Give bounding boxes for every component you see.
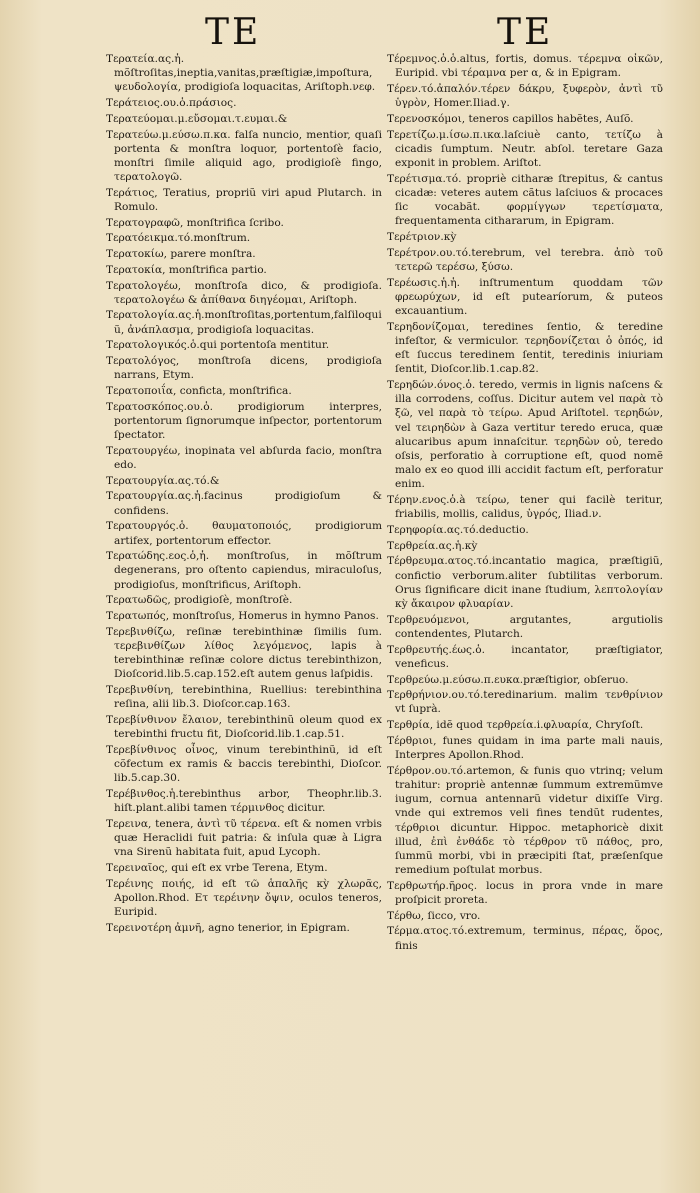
dictionary-entry: Τερέτρον.ου.τό.terebrum, vel terebra. ἀπὸ τοῦ τετερῶ τερέσω, ξύσω. (387, 246, 663, 273)
dictionary-entry: Τερθρήνιον.ου.τό.teredinarium. malim τενθρίνιον vt ſuprà. (387, 689, 663, 716)
dictionary-entry: Τερηδονίζομαι, teredines ſentio, & teredine infeſtor, & vermiculor. τερηδονίζεται ὁ ὀπός, id eſt ſuccus teredinem ſentit, teredinis iniuriam ſentit, Dioſcor.lib.1.cap.82. (387, 320, 663, 376)
dictionary-entry: Τερατολόγος, monſtroſa dicens, prodigioſa narrans, Etym. (106, 355, 382, 382)
dictionary-entry: Τερεβίνθινος οἶνος, vinum terebinthinũ, id eſt cõfectum ex ramis & baccis terebinthi, Dioſcor. lib.5.cap.30. (106, 743, 382, 785)
dictionary-entry: Τερηδών.όνος.ὁ. teredo, vermis in lignis naſcens & illa corrodens, coſſus. Dicitur autem vel παρὰ τὸ ξῶ, vel παρὰ τὸ τείρω. Apud Ariſtotel. τερηδών, vel τειρηδὼν à Gaza vertitur teredo eruca, quæ alucaribus apum innaſcitur. τερηδὼν οὐ, teredo oſsis, perforatio à corruptione eſt, quod nomẽ malo ex eo quod illi accidit factum eſt, perforatur enim. (387, 378, 663, 491)
dictionary-entry: Τερθρευόμενοι, argutantes, argutiolis contendentes, Plutarch. (387, 613, 663, 640)
dictionary-entry: Τερηφορία.ας.τό.deductio. (387, 524, 529, 536)
dictionary-entry: Τέρμα.ατος.τό.extremum, terminus, πέρας, ὅρος, finis (387, 925, 663, 952)
dictionary-entry: Τερενοσκόμοι, teneros capillos habẽtes, Auſõ. (387, 112, 634, 125)
dictionary-entry: Τερέωσις.ἡ.ἡ. inſtrumentum quoddam τῶν φρεωρύχων, id eſt putearíorum, & puteos excauantium. (387, 276, 663, 317)
dictionary-entry: Τερατοκία, monſtrifica partio. (106, 263, 267, 276)
dictionary-entry: Τερθρία, idẽ quod τερθρεία.i.φλυαρία, Chryſoſt. (387, 719, 644, 732)
dictionary-entry: Τέρθριοι, funes quidam in ima parte mali nauis, Interpres Apollon.Rhod. (387, 734, 663, 762)
dictionary-entry: Τερέινης ποιής, id eſt τῶ ἁπαλῆς κỳ χλωρᾶς, Apollon.Rhod. Ετ τερέινην ὄψιν, oculos teneros, Euripid. (106, 877, 382, 919)
dictionary-entry: Τερεινα, tenera, ἀντὶ τῦ τέρενα. eſt & nomen vrbis quæ Heraclidi fuit patria: & inſula quæ à Ligra vna Sirenũ habitata fuit, apud Lycoph. (106, 817, 382, 859)
dictionary-entry: Τερειναῖος, qui eſt ex vrbe Terena, Etym. (106, 861, 328, 874)
dictionary-entry: Τέρεμνος.ὁ.ὁ.altus, fortis, domus. τέρεμνα οἰκῶν, Euripid. vbi τέραμνα per α, & in Epigram. (387, 53, 663, 80)
dictionary-entry: Τερετίζω.μ.ίσω.π.ικα.laſciuè canto, τετίζω à cicadis ſumptum. Neutr. abſol. teretare Gaza exponit in problem. Ariſtot. (387, 128, 663, 169)
dictionary-entry: Τέρεν.τό.ἀπαλόν.τέρεν δάκρυ, ξυφερὸν, ἀντὶ τῦ ὑγρὸν, Homer.Iliad.γ. (387, 82, 663, 110)
dictionary-entry: Τερεινοτέρη ἀμνῆ, agno tenerior, in Epigram. (106, 921, 350, 934)
dictionary-entry: Τερθρωτήρ.ῆρος. locus in prora vnde in mare proſpicit proreta. (387, 879, 663, 907)
dictionary-entry: Τερθρευτής.έως.ὁ. incantator, præſtigiator, veneficus. (387, 643, 663, 670)
dictionary-entry: Τερατώδης.εος.ὁ,ἡ. monſtroſus, in mõſtrum degenerans, pro oſtento capiendus, miraculoſus, prodigioſus, monſtrificus, Ariſtoph. (106, 550, 382, 591)
dictionary-entry: Τέρην.ενος.ὁ.à τείρω, tener qui facilè teritur, friabilis, mollis, calidus, ὑγρός, Iliad.ν. (387, 494, 663, 521)
dictionary-entry: Τερέτριον.κỳ (387, 230, 457, 243)
dictionary-entry: Τερατουργία.ας.ἡ.facinus prodigioſum & confidens. (106, 490, 382, 517)
dictionary-entry: Τερατεύομαι.μ.εὔσομαι.τ.ευμαι.& (106, 112, 288, 125)
dictionary-entry: Τερατουργία.ας.τό.& (106, 474, 220, 487)
dictionary-entry: Τερατολογικός.ὁ.qui portentoſa mentitur. (106, 339, 330, 352)
dictionary-entry: Τερατοποιΐα, conficta, monſtrifica. (106, 384, 292, 397)
dictionary-entry: Τεράτειος.ου.ὁ.πράσιος. (106, 97, 237, 110)
dictionary-entry: Τερατοσκόπος.ου.ὁ. prodigiorum interpres, portentorum ſignorumque inſpector, portentorum ſpectator. (106, 400, 382, 442)
running-head-right: TE (497, 12, 554, 53)
dictionary-entry: Τερεβίνθινον ἔλαιον, terebinthinũ oleum quod ex terebinthi fructu fit, Dioſcorid.lib.1.cap.51. (106, 713, 382, 741)
dictionary-entry: Τερέτισμα.τό. propriè citharæ ſtrepitus, & cantus cicadæ: veteres autem cãtus laſciuos & procaces ſic vocabãt. φορμίγγων τερετίσματα, frequentamenta cithararum, in Epigram. (387, 172, 663, 228)
dictionary-entry: Τερατεία.ας.ἡ. mõſtroſitas,ineptia,vanitas,præſtigiæ,impoſtura, ψευδολογία, prodigioſa loquacitas, Ariſtoph.νεφ. (106, 53, 376, 94)
running-head-left: TE (205, 12, 262, 53)
dictionary-entry: Τερατολογία.ας.ἡ.monſtroſitas,portentum,falſiloquiũ, ἀνάπλασμα, prodigioſa loquacitas. (106, 309, 382, 336)
dictionary-entry: Τέρθρον.ου.τό.artemon, & funis quo vtrinq; velum trahitur: propriè antennæ ſummum extremũmve iugum, cornua antennarũ videtur dixiſſe Virg. vnde qui extremos veli fines tendũt rudentes, τέρθριοι dicuntur. Hippoc. metaphoricè dixit illud, ἐπὶ ἐνθάδε τὸ τέρθρον τῦ πάθος, pro, ſummũ morbi, vbi in præcipiti ſtat, præſenſque remedium poſtulat morbus. (387, 764, 663, 877)
dictionary-entry: Τέρθω, ſicco, vro. (387, 909, 481, 922)
dictionary-entry: Τερατόεικμα.τό.monſtrum. (106, 232, 251, 245)
dictionary-entry: Τερέβινθος.ἡ.terebinthus arbor, Theophr.lib.3. hiſt.plant.alibi tamen τέρμινθος dicitur. (106, 787, 382, 815)
dictionary-entry: Τερεβινθίζω, reſinæ terebinthinæ ſimilis ſum. τερεβινθίζων λίθος λεγόμενος, lapis à terebinthinæ reſinæ colore dictus terebinthizon, Dioſcorid.lib.5.cap.152.eſt autem genus laſpidis. (106, 625, 382, 681)
dictionary-entry: Τερατεύω.μ.εύσω.π.κα. falſa nuncio, mentior, quaſi portenta & monſtra loquor, portentoſè facio, monſtri ſimile aliquid ago, prodigioſè fingo, τερατολογῶ. (106, 128, 382, 184)
right-column (387, 52, 663, 954)
dictionary-entry: Τερατωπός, monſtroſus, Homerus in hymno Panos. (106, 610, 379, 623)
dictionary-entry: Τέρθρευμα.ατος.τό.incantatio magica, præſtigiũ, confictio verborum.aliter ſubtilitas verborum. Orus ſignificare dicit inane ſtudium, λεπτολογίαν κỳ ἄκαιρον φλυαρίαν. (387, 555, 663, 611)
dictionary-entry: Τερατουργός.ὁ. θαυματοποιός, prodigiorum artifex, portentorum effector. (106, 520, 382, 547)
dictionary-entry: Τερθρεία.ας.ἡ.κỳ (387, 539, 478, 552)
dictionary-entry: Τερατωδῶς, prodigioſè, monſtroſè. (106, 594, 293, 607)
dictionary-entry: Τερεβινθίνη, terebinthina, Ruellius: terebinthina reſina, alii lib.3. Dioſcor.cap.163. (106, 684, 382, 711)
dictionary-entry: Τερατολογέω, monſtroſa dico, & prodigioſa. τερατολογέω & ἀπίθανα διηγέομαι, Ariſtoph. (106, 279, 382, 306)
dictionary-entry: Τερατοκίω, parere monſtra. (106, 248, 256, 261)
left-column (106, 52, 382, 936)
dictionary-entry: Τερατογραφῶ, monſtrifica ſcribo. (106, 216, 284, 229)
dictionary-entry: Τεράτιος, Teratius, propriũ viri apud Plutarch. in Romulo. (106, 186, 382, 214)
dictionary-entry: Τερθρεύω.μ.εύσω.π.ευκα.præſtigior, obſeruo. (387, 673, 629, 686)
dictionary-entry: Τερατουργέω, inopinata vel abſurda facio, monſtra edo. (106, 444, 382, 471)
